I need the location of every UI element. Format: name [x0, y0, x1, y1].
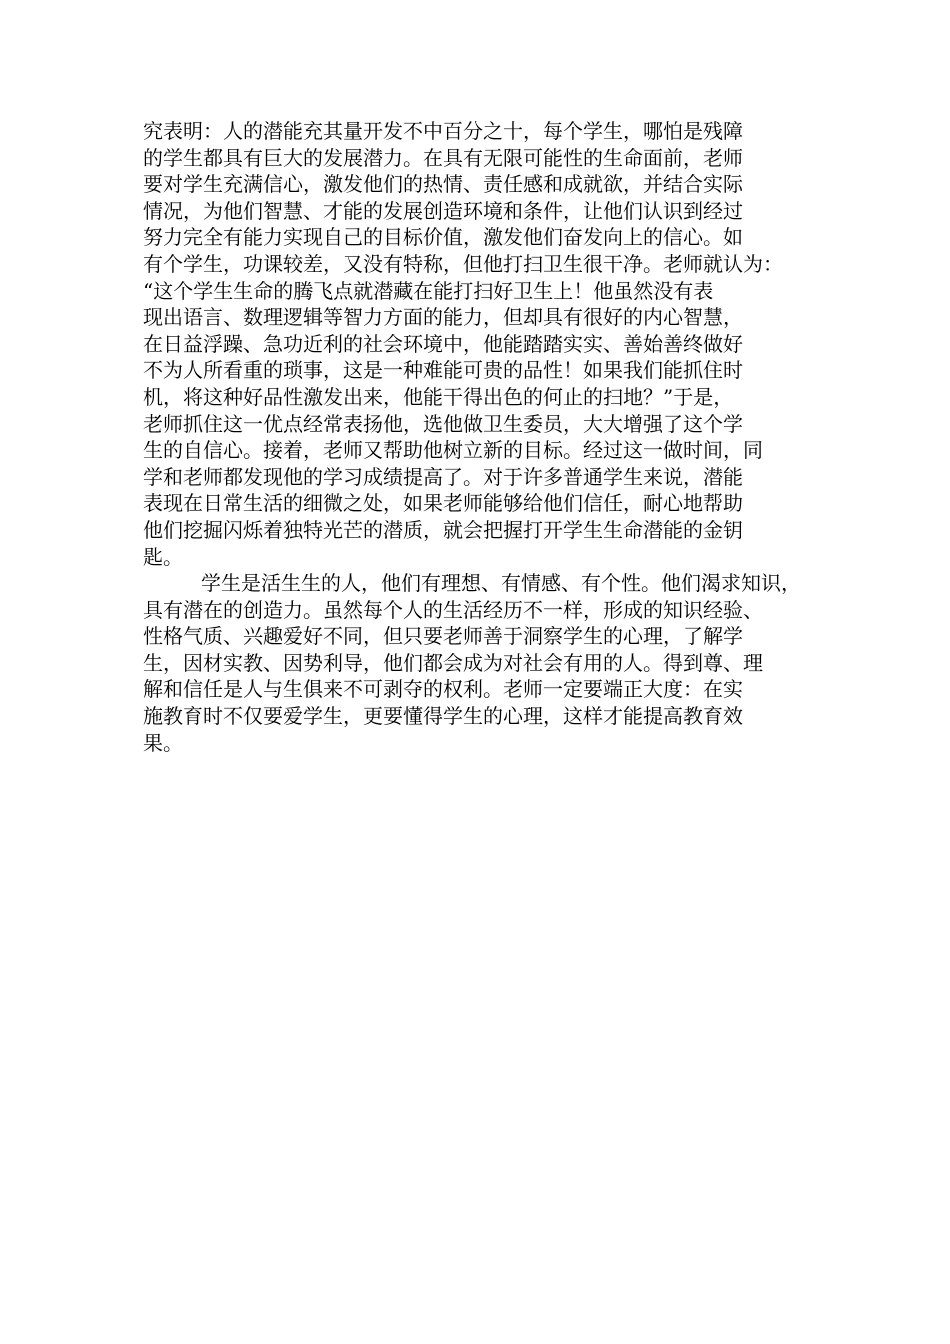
text-line: 生，因材实教、因势利导，他们都会成为对社会有用的人。得到尊、理 — [143, 650, 763, 675]
text-line: 努力完全有能力实现自己的目标价值，激发他们奋发向上的信心。如 — [143, 225, 743, 250]
text-line: 性格气质、兴趣爱好不同，但只要老师善于洞察学生的心理，了解学 — [143, 624, 743, 649]
text-line: 情况，为他们智慧、才能的发展创造环境和条件，让他们认识到经过 — [143, 198, 743, 223]
text-line: 在日益浮躁、急功近利的社会环境中，他能踏踏实实、善始善终做好 — [143, 331, 743, 356]
document-body — [143, 118, 815, 756]
text-line: 表现在日常生活的细微之处，如果老师能够给他们信任，耐心地帮助 — [143, 491, 743, 516]
text-line: “这个学生生命的腾飞点就潜藏在能打扫好卫生上！他虽然没有表 — [143, 278, 714, 303]
text-line: 究表明：人的潜能充其量开发不中百分之十，每个学生，哪怕是残障 — [143, 119, 743, 143]
text-line: 不为人所看重的琐事，这是一种难能可贵的品性！如果我们能抓住时 — [143, 358, 743, 383]
text-line: 机，将这种好品性激发出来，他能干得出色的何止的扫地？”于是， — [143, 384, 734, 409]
text-line: 有个学生，功课较差，又没有特称，但他打扫卫生很干净。老师就认为： — [143, 251, 783, 276]
text-line: 老师抓住这一优点经常表扬他，选他做卫生委员，大大增强了这个学 — [143, 411, 743, 436]
text-line: 要对学生充满信心，激发他们的热情、责任感和成就欲，并结合实际 — [143, 172, 743, 197]
text-line: 生的自信心。接着，老师又帮助他树立新的目标。经过这一做时间，同 — [143, 438, 763, 463]
text-line: 匙。 — [143, 544, 183, 569]
paragraph — [143, 118, 815, 570]
text-line: 解和信任是人与生俱来不可剥夺的权利。老师一定要端正大度：在实 — [143, 677, 743, 702]
text-line: 现出语言、数理逻辑等智力方面的能力，但却具有很好的内心智慧， — [143, 305, 743, 330]
text-line: 他们挖掘闪烁着独特光芒的潜质，就会把握打开学生生命潜能的金钥 — [143, 517, 743, 542]
text-line: 果。 — [143, 730, 183, 755]
text-line: 学生是活生生的人，他们有理想、有情感、有个性。他们渴求知识， — [201, 571, 801, 596]
text-line: 施教育时不仅要爱学生，更要懂得学生的心理，这样才能提高教育效 — [143, 704, 743, 729]
text-line: 学和老师都发现他的学习成绩提高了。对于许多普通学生来说，潜能 — [143, 464, 743, 489]
text-line: 的学生都具有巨大的发展潜力。在具有无限可能性的生命面前，老师 — [143, 145, 743, 170]
paragraph — [143, 570, 815, 756]
text-line: 具有潜在的创造力。虽然每个人的生活经历不一样，形成的知识经验、 — [143, 597, 763, 622]
